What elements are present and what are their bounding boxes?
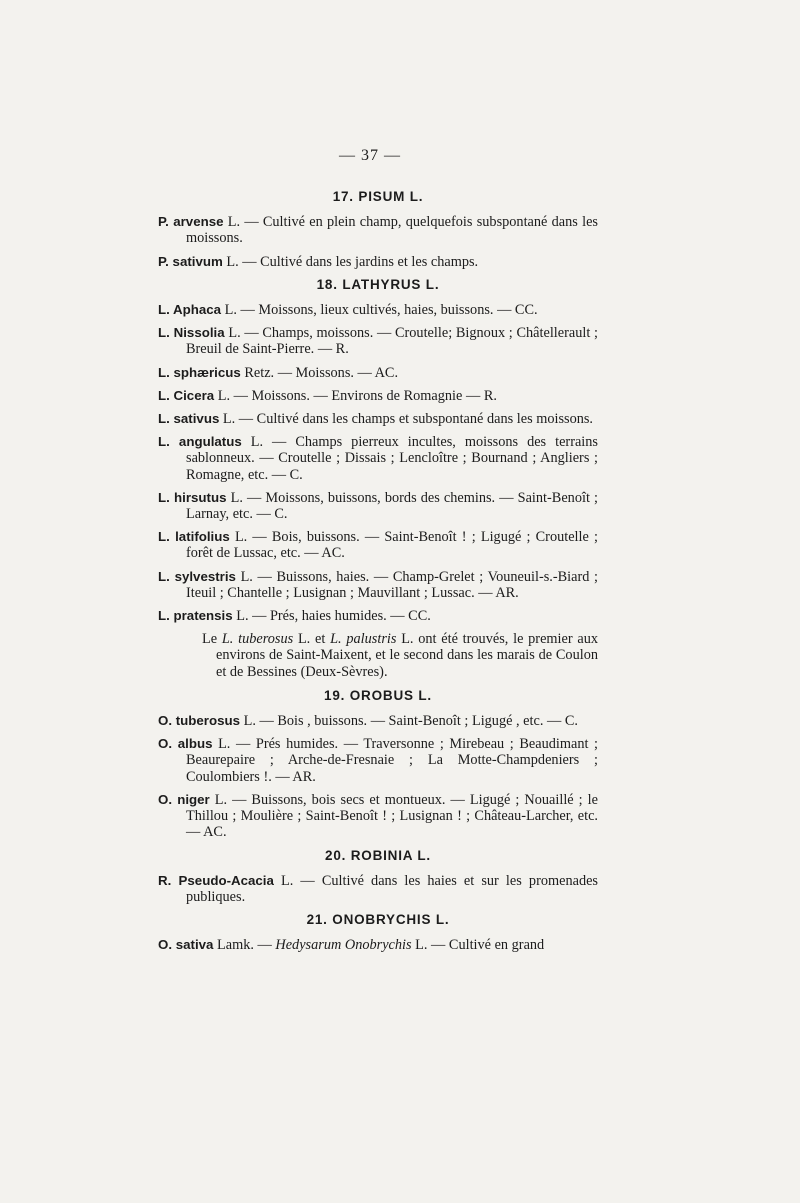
species-text: L. — Prés humides. — Traversonne ; Mirebeau ; Beaudimant ; Beaurepaire ; Arche-de-Fresnaie ; La Motte-Champdeniers ; Coulombiers !. — AR. — [186, 736, 598, 785]
species-name: L. angulatus — [158, 434, 242, 450]
species-entry — [158, 302, 598, 318]
species-entry — [158, 873, 598, 905]
species-entry — [158, 388, 598, 404]
species-name: O. niger — [158, 791, 210, 807]
note-prefix: Le — [202, 631, 222, 648]
note-species-1: L. tuberosus — [221, 631, 294, 648]
note-species-2: L. palustris — [330, 631, 397, 648]
species-text: L. — Moissons, lieux cultivés, haies, buissons. — CC. — [221, 302, 538, 319]
species-text: L. — Champs pierreux incultes, moissons des terrains sablonneux. — Croutelle ; Dissais ; Lencloître ; Bournand ; Angliers ; Romagne, etc. — C. — [186, 434, 598, 483]
species-name: R. Pseudo-Acacia — [158, 872, 274, 888]
species-name: L. sphæricus — [158, 364, 241, 380]
genus-heading-onobrychis: 21. ONOBRYCHIS L. — [306, 912, 450, 928]
species-entry — [158, 792, 598, 841]
species-text: Retz. — Moissons. — AC. — [240, 364, 399, 381]
species-text: L. — Moissons, buissons, bords des chemins. — Saint-Benoît ; Larnay, etc. — C. — [186, 489, 598, 523]
species-entry — [158, 254, 598, 270]
species-text: L. — Bois, buissons. — Saint-Benoît ! ; Ligugé ; Croutelle ; forêt de Lussac, etc. — AC. — [186, 529, 598, 562]
species-name: L. hirsutus — [158, 489, 227, 505]
species-name: L. Cicera — [158, 387, 215, 403]
species-text: L. — Champs, moissons. — Croutelle; Bignoux ; Châtellerault ; Breuil de Saint-Pierre. — R. — [186, 325, 598, 358]
species-name: L. Nissolia — [158, 325, 225, 341]
species-name: L. sativus — [158, 411, 220, 427]
species-text: L. — Cultivé en plein champ, quelquefois subspontané dans les moissons. — [186, 214, 598, 247]
species-name: O. tuberosus — [158, 713, 241, 729]
species-name: L. pratensis — [158, 608, 233, 624]
species-name: L. Aphaca — [158, 302, 222, 318]
species-text-tail: L. — Cultivé en grand — [411, 937, 545, 954]
species-text: L. — Bois , buissons. — Saint-Benoît ; Ligugé , etc. — C. — [240, 713, 578, 730]
species-name: O. albus — [158, 736, 213, 752]
species-entry — [158, 736, 598, 785]
species-entry — [158, 365, 598, 381]
genus-heading-lathyrus: 18. LATHYRUS L. — [316, 276, 440, 292]
species-name: L. latifolius — [158, 529, 230, 545]
species-entry — [158, 325, 598, 357]
species-text: L. — Cultivé dans les haies et sur les promenades publiques. — [186, 872, 598, 905]
species-text: L. — Buissons, bois secs et montueux. — Ligugé ; Nouaillé ; le Thillou ; Moulière ; Saint-Benoît ! ; Lusignan ! ; Château-Larcher, etc. — AC. — [186, 791, 598, 841]
species-entry — [158, 411, 598, 427]
species-text: Lamk. — — [213, 937, 276, 954]
species-name: L. sylvestris — [158, 568, 236, 584]
species-entry — [158, 490, 598, 522]
species-entry — [158, 214, 598, 246]
species-entry — [158, 529, 598, 561]
species-text: L. — Prés, haies humides. — CC. — [232, 608, 431, 625]
lathyrus-note — [158, 631, 598, 680]
synonym-name: Hedysarum Onobrychis — [275, 937, 412, 954]
species-name: P. sativum — [158, 253, 223, 269]
page-number: — 37 — — [339, 147, 401, 164]
species-entry — [158, 713, 598, 729]
species-entry — [158, 569, 598, 601]
species-entry — [158, 937, 598, 953]
note-rest: L. ont été trouvés, le premier aux environs de Saint-Maixent, et le second dans les marais de Coulon et de Bessines (Deux-Sèvres). — [216, 631, 599, 680]
genus-heading-orobus: 19. OROBUS L. — [324, 687, 432, 703]
species-text: L. — Buissons, haies. — Champ-Grelet ; Vouneuil-s.-Biard ; Iteuil ; Chantelle ; Lusignan ; Mauvillant ; Lussac. — AR. — [186, 568, 598, 601]
species-text: L. — Cultivé dans les jardins et les champs. — [222, 253, 479, 270]
species-text: L. — Cultivé dans les champs et subspontané dans les moissons. — [219, 411, 594, 428]
species-entry — [158, 434, 598, 483]
species-text: L. — Moissons. — Environs de Romagnie — R. — [214, 387, 497, 404]
species-name: P. arvense — [158, 214, 224, 230]
genus-heading-robinia: 20. ROBINIA L. — [325, 847, 431, 863]
species-name: O. sativa — [158, 937, 214, 953]
note-mid: L. et — [293, 631, 331, 648]
text-body — [158, 183, 598, 961]
species-entry — [158, 608, 598, 624]
genus-heading-pisum: 17. PISUM L. — [332, 189, 424, 204]
